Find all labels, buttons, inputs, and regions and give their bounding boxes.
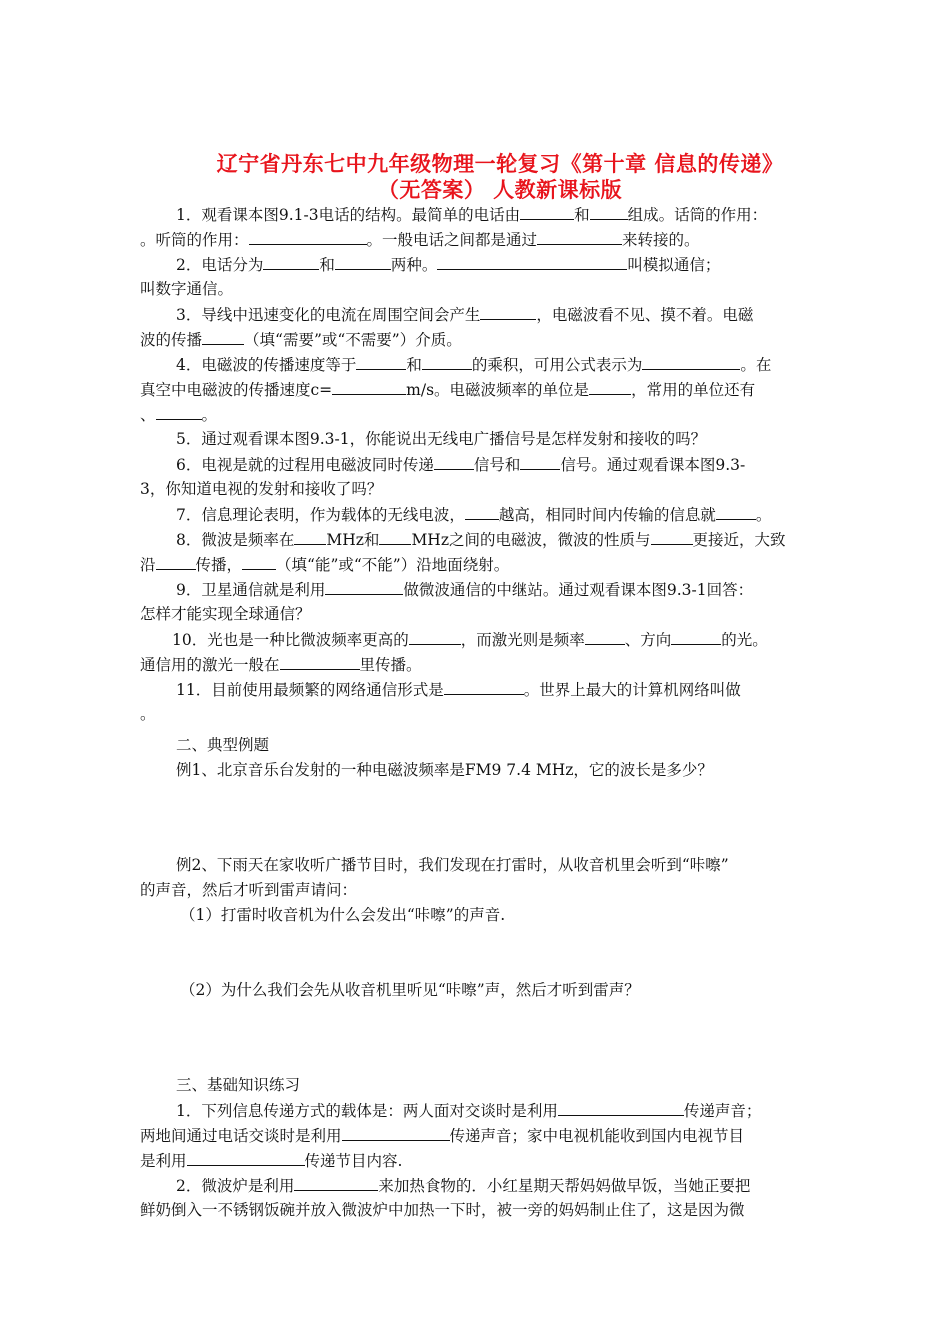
page-title-line-1: 辽宁省丹东七中九年级物理一轮复习《第十章 信息的传递》 — [216, 152, 784, 176]
answer-blank[interactable] — [716, 504, 756, 520]
answer-blank[interactable] — [558, 1100, 684, 1116]
answer-blank[interactable] — [280, 654, 360, 670]
line-text-segment: 传递声音；家中电视机能收到国内电视节目 — [449, 1127, 745, 1145]
line-text-segment: 。一般电话之间都是通过 — [366, 231, 538, 249]
line-text-segment: 11．目前使用最频繁的网络通信形式是 — [176, 681, 444, 699]
answer-blank[interactable] — [465, 504, 499, 520]
line-text-segment: m/s。电磁波频率的单位是 — [406, 381, 590, 399]
line-text-segment: 9．卫星通信就是利用 — [176, 581, 326, 599]
answer-blank[interactable] — [294, 1175, 378, 1191]
text-line-q6a — [176, 454, 745, 475]
line-text-segment: （填“需要”或“不需要”）介质。 — [244, 331, 462, 349]
line-text-segment: 8．微波是频率在 — [176, 531, 295, 549]
line-text-segment: 。在 — [740, 356, 772, 374]
text-line-q10b — [140, 654, 422, 675]
answer-blank[interactable] — [202, 329, 244, 345]
line-text-segment: 3，你知道电视的发射和接收了吗？ — [140, 480, 383, 498]
line-text-segment: 。 — [201, 406, 218, 424]
line-text-segment: 1．下列信息传递方式的载体是：两人面对交谈时是利用 — [176, 1102, 558, 1120]
text-line-ex2d — [180, 980, 640, 1000]
answer-blank[interactable] — [187, 1150, 305, 1166]
answer-blank[interactable] — [585, 629, 625, 645]
line-text-segment: 4．电磁波的传播速度等于 — [176, 356, 357, 374]
line-text-segment: 。世界上最大的计算机网络叫做 — [523, 681, 741, 699]
text-line-p2a — [176, 1175, 750, 1196]
answer-blank[interactable] — [434, 454, 474, 470]
answer-blank[interactable] — [325, 579, 403, 595]
line-text-segment: 是利用 — [140, 1152, 187, 1170]
line-text-segment: 5．通过观看课本图9.3-1，你能说出无线电广播信号是怎样发射和接收的吗？ — [176, 430, 707, 448]
line-text-segment: 的乘积，可用公式表示为 — [471, 356, 643, 374]
answer-blank[interactable] — [437, 254, 627, 270]
line-text-segment: 叫数字通信。 — [140, 280, 234, 298]
answer-blank[interactable] — [422, 354, 472, 370]
answer-blank[interactable] — [332, 379, 406, 395]
line-text-segment: 2．电话分为 — [176, 256, 264, 274]
line-text-segment: 来加热食物的．小红星期天帮妈妈做早饭，当她正要把 — [378, 1177, 751, 1195]
line-text-segment: 。 — [140, 705, 156, 723]
line-text-segment: ，常用的单位还有 — [631, 381, 756, 399]
line-text-segment: 三、基础知识练习 — [176, 1076, 301, 1094]
line-text-segment: 来转接的。 — [622, 231, 700, 249]
line-text-segment: 传播， — [195, 556, 243, 574]
line-text-segment: 。听筒的作用： — [140, 231, 249, 249]
line-text-segment: 6．电视是就的过程用电磁波同时传递 — [176, 456, 434, 474]
line-text-segment: 的声音，然后才听到雷声请问： — [140, 881, 358, 899]
line-text-segment: ，电磁波看不见、摸不着。电磁 — [536, 306, 754, 324]
line-text-segment: 更接近，大致 — [692, 531, 786, 549]
text-line-q7 — [176, 504, 771, 525]
answer-blank[interactable] — [335, 254, 391, 270]
line-text-segment: 叫模拟通信； — [627, 256, 721, 274]
answer-blank[interactable] — [671, 629, 721, 645]
line-text-segment: 做微波通信的中继站。通过观看课本图9.3-1回答： — [403, 581, 754, 599]
text-line-p1a — [176, 1100, 761, 1121]
answer-blank[interactable] — [379, 529, 411, 545]
line-text-segment: 沿 — [140, 556, 156, 574]
line-text-segment: 通信用的激光一般在 — [140, 656, 280, 674]
answer-blank[interactable] — [242, 554, 276, 570]
answer-blank[interactable] — [249, 229, 367, 245]
line-text-segment: 两种。 — [390, 256, 438, 274]
line-text-segment: 组成。话筒的作用： — [627, 206, 768, 224]
text-line-q10a — [172, 629, 768, 650]
line-text-segment: 信号。通过观看课本图9.3- — [560, 456, 746, 474]
answer-blank[interactable] — [520, 204, 574, 220]
line-text-segment: 3．导线中迅速变化的电流在周围空间会产生 — [176, 306, 481, 324]
line-text-segment: （1）打雷时收音机为什么会发出“咔嚓”的声音. — [180, 906, 506, 924]
line-text-segment: 里传播。 — [359, 656, 422, 674]
answer-blank[interactable] — [156, 554, 196, 570]
text-line-p2b — [140, 1200, 745, 1220]
page-title-line-2: （无答案） 人教新课标版 — [377, 178, 623, 202]
line-text-segment: 两地间通过电话交谈时是利用 — [140, 1127, 342, 1145]
answer-blank[interactable] — [342, 1125, 450, 1141]
line-text-segment: 波的传播 — [140, 331, 203, 349]
line-text-segment: 二、典型例题 — [176, 736, 270, 754]
answer-blank[interactable] — [263, 254, 319, 270]
line-text-segment: 越高，相同时间内传输的信息就 — [498, 506, 716, 524]
text-line-q9a — [176, 579, 753, 600]
line-text-segment: 、方向 — [624, 631, 672, 649]
answer-blank[interactable] — [537, 229, 622, 245]
answer-blank[interactable] — [444, 679, 524, 695]
line-text-segment: 例1、北京音乐台发射的一种电磁波频率是FM9 7.4 MHz，它的波长是多少？ — [176, 761, 713, 779]
text-line-ex1 — [176, 760, 713, 780]
text-line-q4b — [140, 379, 755, 400]
text-line-ex2c — [180, 905, 505, 925]
answer-blank[interactable] — [651, 529, 693, 545]
line-text-segment: 传递声音； — [683, 1102, 762, 1120]
text-line-q3a — [176, 304, 753, 325]
line-text-segment: 1．观看课本图9.1-3电话的结构。最简单的电话由 — [176, 206, 521, 224]
text-line-q8a — [176, 529, 786, 550]
text-line-q2a — [176, 254, 720, 275]
answer-blank[interactable] — [590, 204, 628, 220]
line-text-segment: 信号和 — [473, 456, 521, 474]
text-line-q5 — [176, 429, 706, 449]
line-text-segment: 。 — [755, 506, 772, 524]
text-line-ex2b — [140, 880, 357, 900]
text-line-q4a — [176, 354, 771, 375]
line-text-segment: MHz和 — [326, 531, 380, 549]
text-line-p1b — [140, 1125, 744, 1146]
text-line-q1b — [140, 229, 700, 250]
line-text-segment: 例2、下雨天在家收听广播节目时，我们发现在打雷时，从收音机里会听到“咔嚓” — [176, 856, 729, 874]
line-text-segment: （填“能”或“不能”）沿地面绕射。 — [276, 556, 510, 574]
answer-blank[interactable] — [520, 454, 560, 470]
line-text-segment: 10．光也是一种比微波频率更高的 — [172, 631, 409, 649]
answer-blank[interactable] — [589, 379, 631, 395]
text-line-q2b — [140, 279, 233, 299]
text-line-q4c — [140, 404, 217, 425]
line-text-segment: MHz之间的电磁波，微波的性质与 — [411, 531, 651, 549]
text-line-s2 — [176, 735, 269, 755]
line-text-segment: 7．信息理论表明，作为载体的无线电波， — [176, 506, 465, 524]
text-line-s3 — [176, 1075, 300, 1095]
answer-blank[interactable] — [480, 304, 536, 320]
answer-blank[interactable] — [409, 629, 461, 645]
text-line-q6b — [140, 479, 382, 499]
line-text-segment: 和 — [574, 206, 590, 224]
answer-blank[interactable] — [356, 354, 406, 370]
text-line-q11a — [176, 679, 741, 700]
line-text-segment: 怎样才能实现全球通信？ — [140, 605, 311, 623]
line-text-segment: ，而激光则是频率 — [460, 631, 585, 649]
text-line-q8b — [140, 554, 509, 575]
text-line-ex2a — [176, 855, 729, 875]
text-line-p1c — [140, 1150, 402, 1171]
text-line-q3b — [140, 329, 462, 350]
text-line-q9b — [140, 604, 311, 624]
line-text-segment: 和 — [319, 256, 335, 274]
text-line-q11b — [140, 704, 156, 724]
line-text-segment: 的光。 — [721, 631, 768, 649]
answer-blank[interactable] — [156, 404, 202, 420]
line-text-segment: 、 — [140, 406, 156, 424]
line-text-segment: 和 — [406, 356, 422, 374]
line-text-segment: 传递节目内容. — [304, 1152, 403, 1170]
line-text-segment: 鲜奶倒入一不锈钢饭碗并放入微波炉中加热一下时，被一旁的妈妈制止住了，这是因为微 — [140, 1201, 745, 1219]
answer-blank[interactable] — [642, 354, 740, 370]
line-text-segment: 真空中电磁波的传播速度c= — [140, 381, 333, 399]
answer-blank[interactable] — [294, 529, 326, 545]
text-line-q1a — [176, 204, 767, 225]
line-text-segment: （2）为什么我们会先从收音机里听见“咔嚓”声，然后才听到雷声？ — [180, 981, 640, 999]
line-text-segment: 2．微波炉是利用 — [176, 1177, 295, 1195]
